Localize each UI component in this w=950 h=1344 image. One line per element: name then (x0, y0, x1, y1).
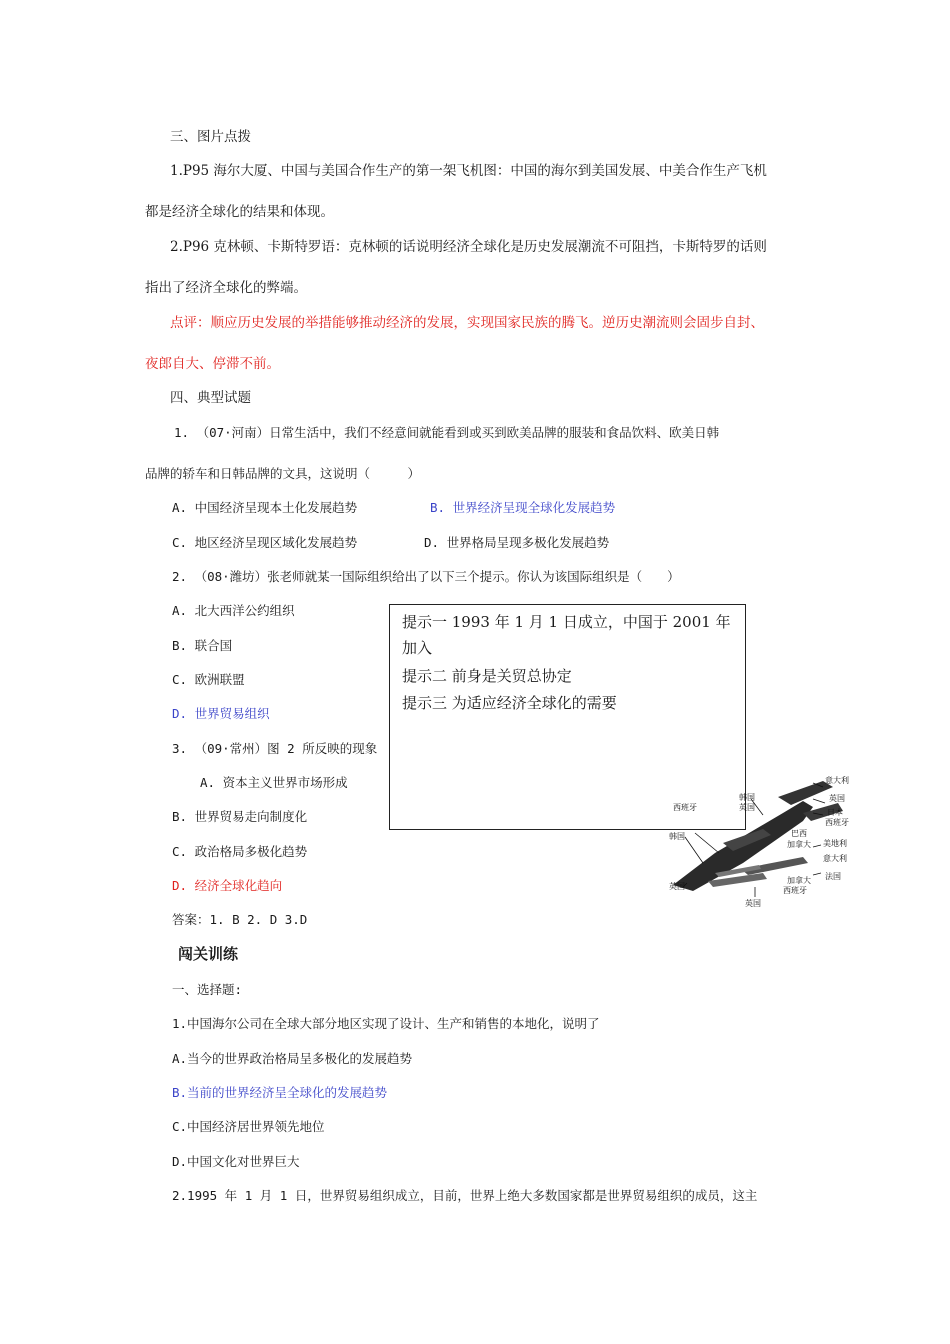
section3-heading: 三、图片点拨 (170, 129, 251, 145)
airplane-parts-figure (663, 773, 863, 909)
comment-line2: 夜郎自大、停滞不前。 (145, 356, 280, 372)
q2-option-a: A. 北大西洋公约组织 (172, 603, 295, 618)
fig-label-3: 韩国 (739, 793, 755, 802)
training-q1-option-c: C.中国经济居世界领先地位 (172, 1119, 325, 1134)
comment-line1: 点评：顺应历史发展的举措能够推动经济的发展，实现国家民族的腾飞。逆历史潮流则会固步自封、 (170, 315, 764, 331)
training-title: 闯关训练 (178, 945, 239, 963)
training-q1-option-b: B.当前的世界经济呈全球化的发展趋势 (172, 1085, 388, 1100)
fig-label-14: 英国 (669, 882, 685, 891)
q1-option-b: B. 世界经济呈现全球化发展趋势 (430, 500, 616, 515)
q3-option-b: B. 世界贸易走向制度化 (172, 809, 308, 824)
training-q1-option-a: A.当今的世界政治格局呈多极化的发展趋势 (172, 1051, 413, 1066)
section3-item2-line1: 2.P96 克林顿、卡斯特罗语：克林顿的话说明经济全球化是历史发展潮流不可阻挡，卡斯特罗的话则 (170, 239, 767, 255)
fig-label-10: 加拿大 (787, 840, 811, 849)
hint-1: 提示一 1993 年 1 月 1 日成立，中国于 2001 年加入 (402, 613, 731, 657)
fig-label-7: 西班牙 (825, 818, 849, 827)
q1-option-c: C. 地区经济呈现区域化发展趋势 (172, 535, 358, 550)
fig-label-16: 西班牙 (783, 886, 807, 895)
fig-label-6: 日本 (827, 808, 843, 817)
fig-label-2: 英国 (829, 794, 845, 803)
q3-option-c: C. 政治格局多极化趋势 (172, 844, 308, 859)
fig-label-13: 法国 (825, 872, 841, 881)
q2-option-c: C. 欧洲联盟 (172, 672, 245, 687)
training-subheading: 一、选择题: (172, 982, 243, 997)
section4-heading: 四、典型试题 (170, 390, 251, 406)
fig-label-12: 意大利 (823, 854, 847, 863)
q1-option-a: A. 中国经济呈现本土化发展趋势 (172, 500, 358, 515)
fig-label-4: 西班牙 (673, 803, 697, 812)
section3-item1-line2: 都是经济全球化的结果和体现。 (145, 204, 334, 220)
training-q1-option-d: D.中国文化对世界巨大 (172, 1154, 300, 1169)
q3-option-d: D. 经济全球化趋向 (172, 878, 283, 893)
q1-option-d: D. 世界格局呈现多极化发展趋势 (424, 535, 610, 550)
q2-option-b: B. 联合国 (172, 638, 233, 653)
answer-line: 答案：1. B 2. D 3.D (172, 912, 308, 927)
fig-label-17: 英国 (745, 899, 761, 908)
fig-label-9: 巴西 (791, 829, 807, 838)
q2-option-d: D. 世界贸易组织 (172, 706, 270, 721)
section3-item2-line2: 指出了经济全球化的弊端。 (145, 280, 307, 296)
hint-3: 提示三 为适应经济全球化的需要 (402, 694, 617, 712)
airplane-drawing (673, 781, 843, 897)
fig-label-5: 英国 (739, 803, 755, 812)
q3-stem: 3. （09·常州）图 2 所反映的现象 (172, 741, 378, 756)
q1-stem-line2: 品牌的轿车和日韩品牌的文具，这说明（ ） (145, 466, 421, 481)
q2-stem: 2. （08·潍坊）张老师就某一国际组织给出了以下三个提示。你认为该国际组织是（ ） (172, 569, 680, 584)
training-q1-stem: 1.中国海尔公司在全球大部分地区实现了设计、生产和销售的本地化，说明了 (172, 1016, 600, 1031)
fig-label-8: 韩国 (669, 832, 685, 841)
q1-stem-line1: 1. （07·河南）日常生活中，我们不经意间就能看到或买到欧美品牌的服装和食品饮料、欧美日韩 (174, 425, 720, 440)
training-q2-stem: 2.1995 年 1 月 1 日，世界贸易组织成立，目前，世界上绝大多数国家都是世界贸易组织的成员，这主 (172, 1188, 758, 1203)
fig-label-1: 意大利 (825, 776, 849, 785)
section3-item1-line1: 1.P95 海尔大厦、中国与美国合作生产的第一架飞机图：中国的海尔到美国发展、中美合作生产飞机 (170, 163, 767, 179)
hint-2: 提示二 前身是关贸总协定 (402, 667, 572, 685)
q3-option-a: A. 资本主义世界市场形成 (200, 775, 348, 790)
fig-label-11: 美地利 (823, 839, 847, 848)
fig-label-15: 加拿大 (787, 876, 811, 885)
